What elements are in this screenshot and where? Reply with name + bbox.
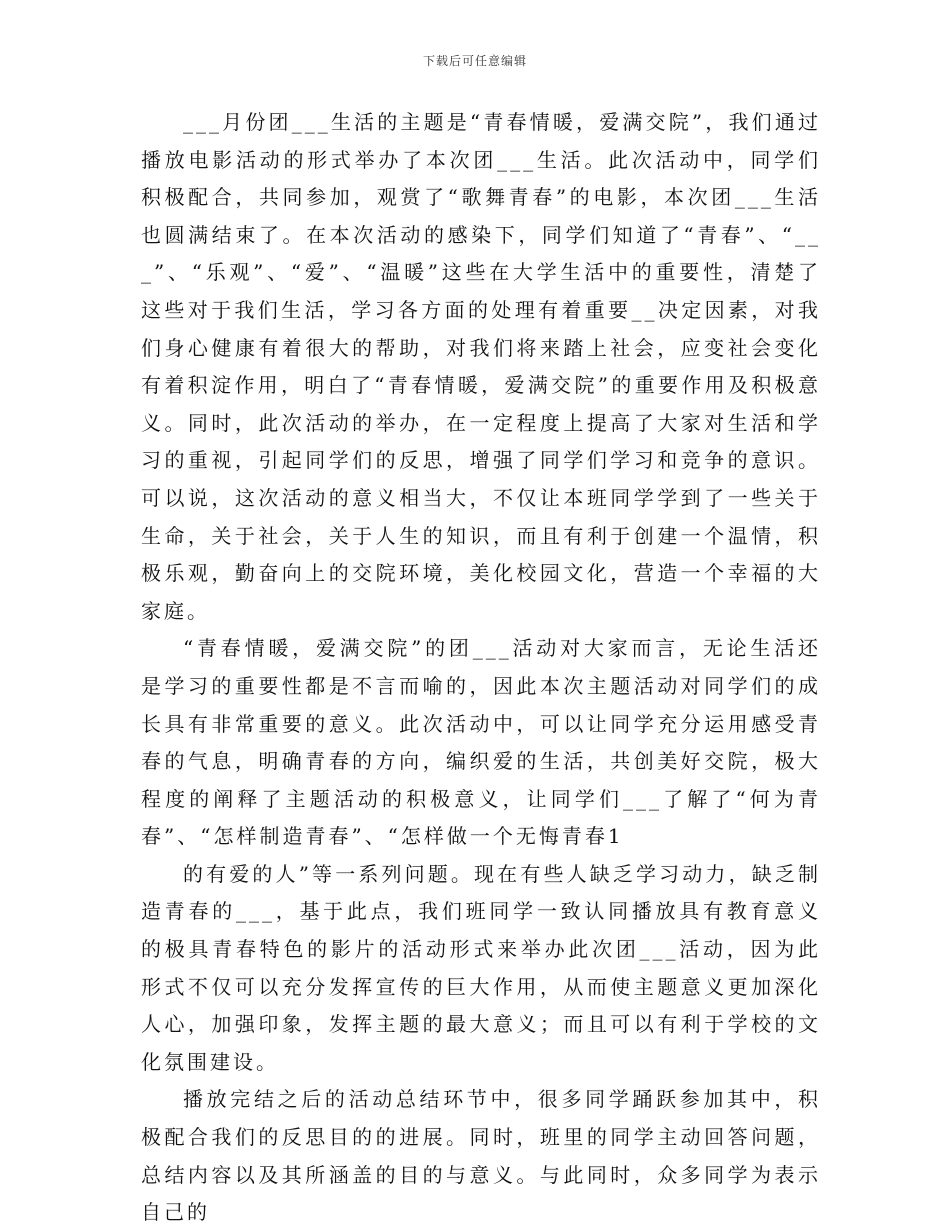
paragraph-2: “青春情暖，爱满交院”的团___活动对大家而言，无论生活还是学习的重要性都是不言而喻的，因此本次主题活动对同学们的成长具有非常重要的意义。此次活动中，可以让同学充分运用感受青春的气息，明确青春的方向，编织爱的生活，共创美好交院，极大程度的阐释了主题活动的积极意义，让同学们___了解了“何为青春”、“怎样制造青春”、“怎样做一个无悔青春1 <box>141 636 821 849</box>
paragraph-1: ___月份团___生活的主题是“青春情暖，爱满交院”，我们通过播放电影活动的形式举办了本次团___生活。此次活动中，同学们积极配合，共同参加，观赏了“歌舞青春”的电影，本次团___生活也圆满结束了。在本次活动的感染下，同学们知道了“青春”、“___”、“乐观”、“爱”、“温暖”这些在大学生活中的重要性，清楚了这些对于我们生活，学习各方面的处理有着重要__决定因素，对我们身心健康有着很大的帮助，对我们将来踏上社会，应变社会变化有着积淀作用，明白了“青春情暖，爱满交院”的重要作用及积极意义。同时，此次活动的举办，在一定程度上提高了大家对生活和学习的重视，引起同学们的反思，增强了同学们学习和竞争的意识。可以说，这次活动的意义相当大，不仅让本班同学学到了一些关于生命，关于社会，关于人生的知识，而且有利于创建一个温情，积极乐观，勤奋向上的交院环境，美化校园文化，营造一个幸福的大家庭。 <box>141 110 821 623</box>
document-body <box>141 104 821 1232</box>
page-header-note: 下载后可任意编辑 <box>422 54 527 68</box>
paragraph-4: 播放完结之后的活动总结环节中，很多同学踊跃参加其中，积极配合我们的反思目的的进展。同时，班里的同学主动回答问题，总结内容以及其所涵盖的目的与意义。与此同时，众多同学为表示自己的 <box>141 1087 821 1225</box>
paragraph-3: 的有爱的人”等一系列问题。现在有些人缺乏学习动力，缺乏制造青春的___，基于此点，我们班同学一致认同播放具有教育意义的极具青春特色的影片的活动形式来举办此次团___活动，因为此形式不仅可以充分发挥宣传的巨大作用，从而使主题意义更加深化人心，加强印象，发挥主题的最大意义；而且可以有利于学校的文化氛围建设。 <box>141 861 821 1074</box>
